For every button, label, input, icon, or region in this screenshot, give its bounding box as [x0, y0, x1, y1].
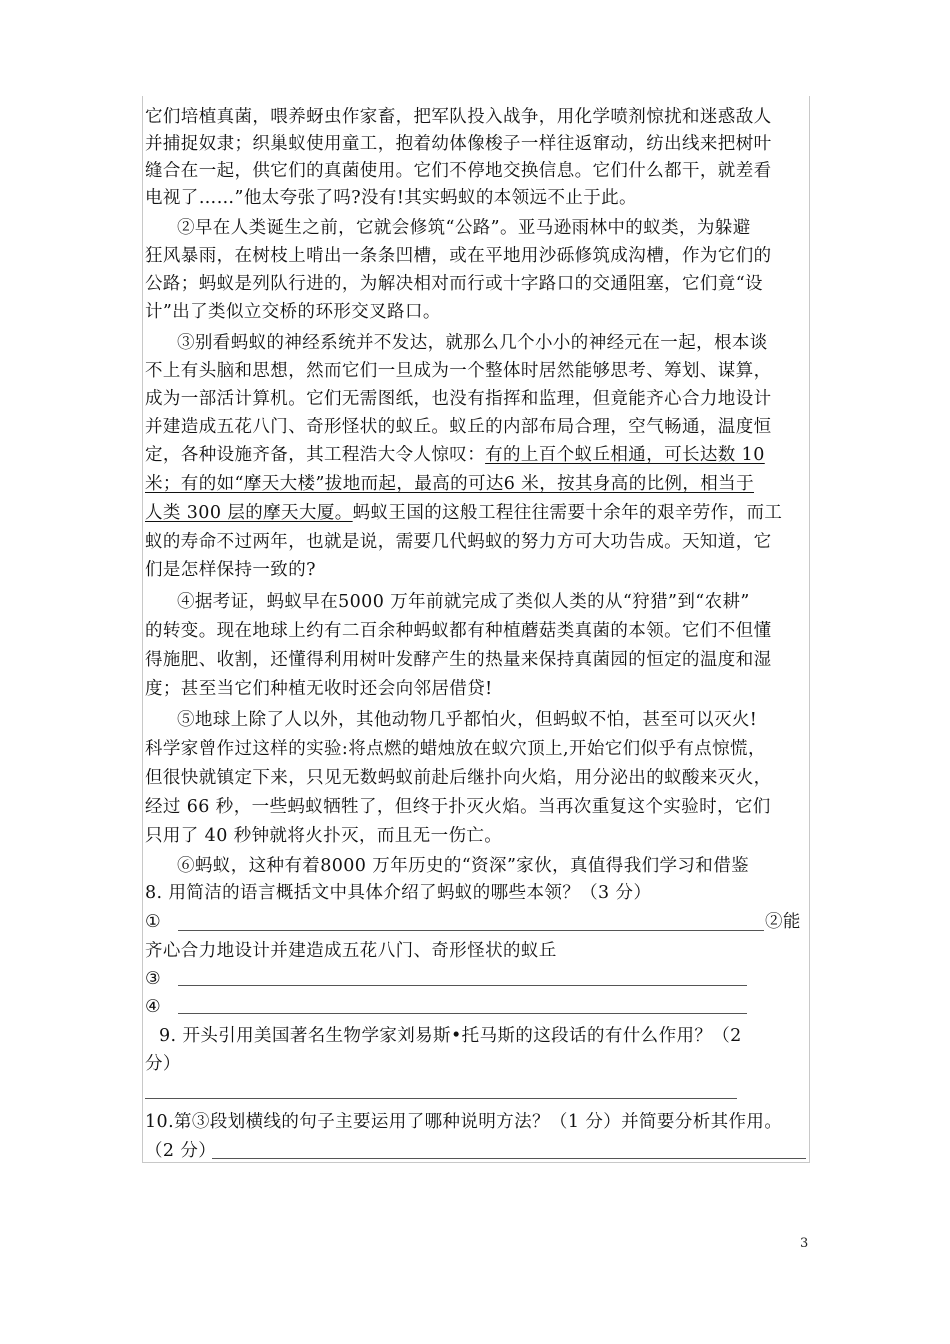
q9-prompt-line-1: 9. 开头引用美国著名生物学家刘易斯•托马斯的这段话的有什么作用？（2	[159, 1026, 742, 1046]
q10-prompt-line-1: 10.第③段划横线的句子主要运用了哪种说明方法？（1 分）并简要分析其作用。	[145, 1112, 783, 1132]
q8-item1-marker: ①	[145, 912, 162, 932]
q8-item2-cont: 齐心合力地设计并建造成五花八门、奇形怪状的蚁丘	[145, 941, 557, 961]
para2-line-3: 公路；蚂蚁是列队行进的，为解决相对而行或十字路口的交通阻塞，它们竟“设	[145, 274, 763, 294]
para4-line-2: 的转变。现在地球上约有二百余种蚂蚁都有种植蘑菇类真菌的本领。它们不但懂	[145, 621, 772, 641]
para2-line-1: ②早在人类诞生之前，它就会修筑“公路”。亚马逊雨林中的蚁类，为躲避	[177, 218, 751, 238]
q8-item2-start: ②能	[765, 912, 801, 932]
para3-line-2: 不上有头脑和思想，然而它们一旦成为一个整体时居然能够思考、筹划、谋算，	[145, 361, 772, 381]
q9-prompt-line-2: 分）	[145, 1054, 181, 1074]
para3-line5-plain: 定，各种设施齐备，其工程浩大令人惊叹：	[145, 445, 486, 465]
para3-line-5	[145, 441, 813, 469]
para5-line-5: 只用了 40 秒钟就将火扑灭，而且无一伤亡。	[145, 826, 503, 846]
underlined-sentence-part-3: 人类 300 层的摩天大厦。	[145, 503, 353, 523]
para3-line-9: 们是怎样保持一致的?	[145, 560, 316, 580]
para3-line-7	[145, 499, 813, 527]
para5-line-1: ⑤地球上除了人以外，其他动物几乎都怕火，但蚂蚁不怕，甚至可以灭火!	[177, 710, 758, 730]
underlined-sentence-part-1: 有的上百个蚁丘相通，可长达数 10	[485, 445, 765, 465]
q9-answer-blank[interactable]	[145, 1098, 737, 1099]
q8-answer-blank-1[interactable]	[178, 930, 764, 931]
intro-line-4: 电视了……”他太夸张了吗?没有!其实蚂蚁的本领远不止于此。	[145, 188, 637, 208]
para5-line-2: 科学家曾作过这样的实验:将点燃的蜡烛放在蚁穴顶上,开始它们似乎有点惊慌，	[145, 739, 766, 759]
para3-line-3: 成为一部活计算机。它们无需图纸，也没有指挥和监理，但竟能齐心合力地设计	[145, 389, 772, 409]
para2-line-4: 计”出了类似立交桥的环形交叉路口。	[145, 302, 441, 322]
q8-item4-marker: ④	[145, 997, 162, 1017]
underlined-sentence-part-2: 米；有的如“摩天大楼”拔地而起，最高的可达6 米，按其身高的比例，相当于	[145, 474, 754, 494]
q8-answer-blank-4[interactable]	[178, 1013, 747, 1014]
q8-item3-marker: ③	[145, 969, 162, 989]
para3-line-1: ③别看蚂蚁的神经系统并不发达，就那么几个小小的神经元在一起，根本谈	[177, 333, 768, 353]
para4-line-1: ④据考证，蚂蚁早在5000 万年前就完成了类似人类的从“狩猎”到“农耕”	[177, 592, 750, 612]
para5-line-3: 但很快就镇定下来，只见无数蚂蚁前赴后继扑向火焰，用分泌出的蚁酸来灭火，	[145, 768, 772, 788]
para3-line-4: 并建造成五花八门、奇形怪状的蚁丘。蚁丘的内部布局合理，空气畅通，温度恒	[145, 417, 772, 437]
intro-line-3: 缝合在一起，供它们的真菌使用。它们不停地交换信息。它们什么都干，就差看	[145, 161, 772, 181]
intro-line-1: 它们培植真菌，喂养蚜虫作家畜，把军队投入战争，用化学喷剂惊扰和迷惑敌人	[145, 107, 772, 127]
q8-answer-blank-3[interactable]	[178, 985, 747, 986]
q10-answer-blank[interactable]	[212, 1158, 806, 1159]
q8-prompt: 8. 用简洁的语言概括文中具体介绍了蚂蚁的哪些本领？（3 分）	[145, 883, 652, 903]
page-number: 3	[800, 1236, 809, 1251]
para4-line-3: 得施肥、收割，还懂得利用树叶发酵产生的热量来保持真菌园的恒定的温度和湿	[145, 650, 772, 670]
para3-line-8: 蚁的寿命不过两年，也就是说，需要几代蚂蚁的努力方可大功告成。天知道，它	[145, 532, 772, 552]
q10-prompt-line-2: （2 分）	[145, 1141, 217, 1161]
intro-line-2: 并捕捉奴隶；织巢蚁使用童工，抱着幼体像梭子一样往返窜动，纺出线来把树叶	[145, 134, 772, 154]
para6-line: ⑥蚂蚁，这种有着8000 万年历史的“资深”家伙，真值得我们学习和借鉴	[177, 856, 749, 876]
para5-line-4: 经过 66 秒，一些蚂蚁牺牲了，但终于扑灭火焰。当再次重复这个实验时，它们	[145, 797, 771, 817]
para2-line-2: 狂风暴雨，在树枝上啃出一条条凹槽，或在平地用沙砾修筑成沟槽，作为它们的	[145, 246, 772, 266]
para4-line-4: 度；甚至当它们种植无收时还会向邻居借贷!	[145, 679, 493, 699]
para3-line7-plain: 蚂蚁王国的这般工程往往需要十余年的艰辛劳作，而工	[352, 503, 783, 523]
